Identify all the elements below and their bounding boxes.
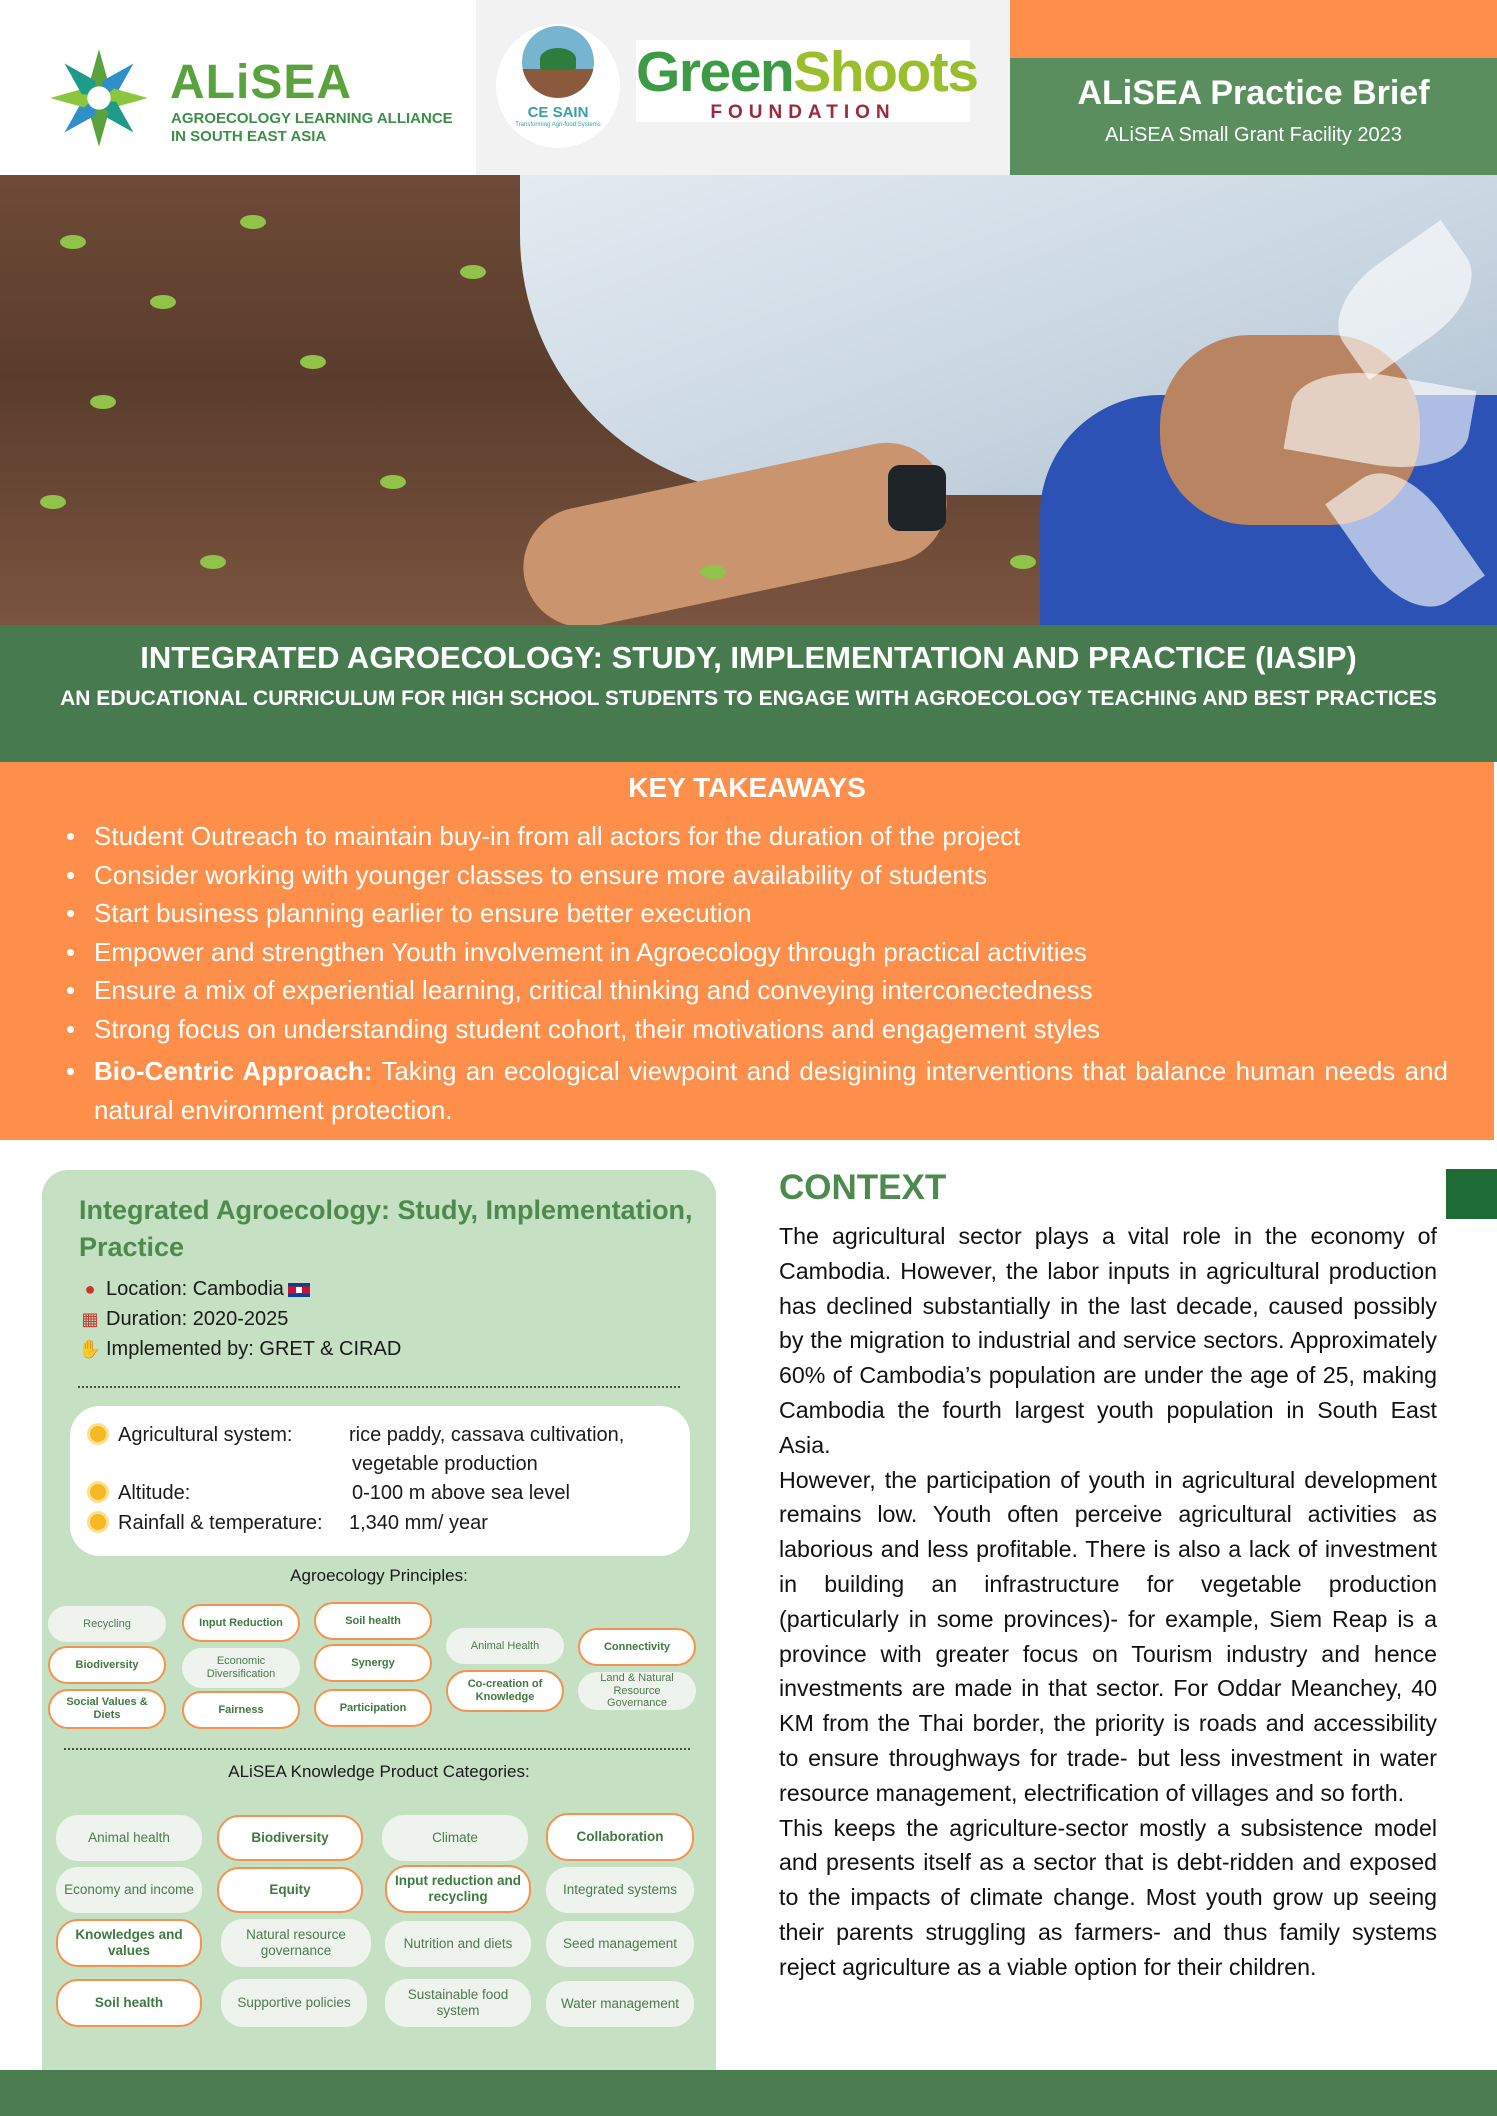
principles-label: Agroecology Principles:	[290, 1566, 468, 1585]
principle-pill-active: Synergy	[314, 1644, 432, 1682]
biocentric-label: Bio-Centric Approach:	[94, 1056, 373, 1086]
category-pill: Seed management	[546, 1921, 694, 1967]
project-card	[42, 1170, 716, 2070]
category-pill-active: Biodiversity	[217, 1815, 363, 1861]
brief-title: ALiSEA Practice Brief	[1077, 74, 1430, 112]
system-value-2: vegetable production	[352, 1453, 538, 1475]
principle-pill-active: Input Reduction	[182, 1604, 300, 1642]
takeaways-list	[64, 817, 1448, 1129]
brief-accent-bar	[1010, 0, 1497, 58]
alisea-name	[170, 55, 352, 110]
cesain-tagline: Transforming Agri-food Systems	[515, 122, 601, 128]
brief-subtitle: ALiSEA Small Grant Facility 2023	[1105, 124, 1402, 146]
context-paragraph-1: The agricultural sector plays a vital role in the economy of Cambodia. However, the labor inputs in agricultural production has declined substantially in the last decade, caused possibly by the migration to industrial and service sectors. Approximately 60% of Cambodia’s population are under the age of 25, making Cambodia the fourth largest youth population in South East Asia.	[779, 1223, 1437, 1458]
categories-label: ALiSEA Knowledge Product Categories:	[228, 1762, 530, 1781]
greenshoots-name-lime: Shoots	[793, 40, 978, 104]
category-pill-active: Collaboration	[546, 1813, 694, 1861]
cambodia-flag-icon	[288, 1283, 310, 1297]
cesain-name: CE SAIN	[527, 104, 589, 121]
rainfall-row	[90, 1512, 323, 1535]
rainfall-label: Rainfall & temperature:	[118, 1512, 323, 1534]
category-pill: Climate	[382, 1815, 528, 1861]
principle-pill: Animal Health	[446, 1628, 564, 1664]
system-label: Agricultural system:	[118, 1424, 293, 1446]
context-body	[779, 1219, 1437, 1985]
takeaway-item: • Strong focus on understanding student cohort, their motivations and engagement styles	[64, 1010, 1448, 1049]
divider	[64, 1748, 690, 1750]
photo-sprout	[240, 215, 266, 229]
photo-sprout	[460, 265, 486, 279]
photo-sprout	[300, 355, 326, 369]
photo-watch	[888, 465, 946, 531]
takeaway-item: • Start business planning earlier to ensure better execution	[64, 894, 1448, 933]
calendar-icon: ▦	[81, 1309, 99, 1329]
principle-pill-active: Participation	[314, 1689, 432, 1727]
alisea-name-prefix: ALi	[170, 56, 251, 109]
alisea-subtitle	[171, 110, 471, 146]
category-pill: Sustainable food system	[385, 1979, 531, 2027]
category-pill: Economy and income	[56, 1867, 202, 1913]
info-box	[70, 1406, 690, 1556]
category-pill-active: Equity	[217, 1867, 363, 1913]
sun-icon	[90, 1514, 106, 1530]
takeaway-item: • Consider working with younger classes to ensure more availability of students	[64, 856, 1448, 895]
biocentric-text: Taking an ecological viewpoint and desigining interventions that balance human needs and natural environment protection.	[94, 1056, 1448, 1125]
altitude-row	[90, 1482, 190, 1505]
key-takeaways	[0, 762, 1494, 1140]
category-pill-active: Knowledges and values	[56, 1919, 202, 1967]
rainfall-value: 1,340 mm/ year	[349, 1512, 488, 1534]
takeaway-item: • Ensure a mix of experiential learning, critical thinking and conveying interconectedness	[64, 971, 1448, 1010]
context-paragraph-3: This keeps the agriculture-sector mostly a subsistence model and presents itself as a sector that is debt-ridden and exposed to the impacts of climate change. Most youth grow up seeing their parents struggling as farmers- and thus family systems reject agriculture as a viable option for their children.	[779, 1814, 1437, 1980]
photo-sprout	[40, 495, 66, 509]
alisea-subtitle-line1: AGROECOLOGY LEARNING ALLIANCE	[171, 110, 453, 127]
main-title: INTEGRATED AGROECOLOGY: STUDY, IMPLEMENTATION AND PRACTICE (IASIP)	[140, 640, 1357, 675]
alisea-subtitle-line2: IN SOUTH EAST ASIA	[171, 128, 327, 145]
category-pill: Nutrition and diets	[385, 1921, 531, 1967]
location-row	[78, 1278, 310, 1301]
greenshoots-foundation: FOUNDATION	[710, 102, 896, 123]
system-value-1: rice paddy, cassava cultivation,	[349, 1424, 625, 1446]
principle-pill: Economic Diversification	[182, 1648, 300, 1688]
principle-pill-active: Co-creation of Knowledge	[446, 1670, 564, 1712]
principle-pill: Land & Natural Resource Governance	[578, 1672, 696, 1710]
card-title: Integrated Agroecology: Study, Implementation, Practice	[79, 1195, 693, 1262]
principle-pill-active: Connectivity	[578, 1628, 696, 1666]
main-subtitle: AN EDUCATIONAL CURRICULUM FOR HIGH SCHOOL STUDENTS TO ENGAGE WITH AGROECOLOGY TEACHING AND BEST PRACTICES	[60, 687, 1437, 710]
context-heading: CONTEXT	[779, 1168, 947, 1207]
category-pill: Integrated systems	[546, 1867, 694, 1913]
duration-text: Duration: 2020-2025	[106, 1308, 289, 1330]
takeaway-item: • Student Outreach to maintain buy-in from all actors for the duration of the project	[64, 817, 1448, 856]
photo-sprout	[200, 555, 226, 569]
photo-sprout	[150, 295, 176, 309]
sun-icon	[90, 1426, 106, 1442]
altitude-value: 0-100 m above sea level	[352, 1482, 570, 1504]
takeaways-heading: KEY TAKEAWAYS	[628, 772, 866, 803]
duration-row	[78, 1308, 288, 1331]
alisea-star-icon	[46, 45, 152, 151]
sun-icon	[90, 1484, 106, 1500]
category-pill: Water management	[546, 1981, 694, 2027]
photo-sprout	[1010, 555, 1036, 569]
principle-pill-active: Fairness	[182, 1691, 300, 1729]
photo-sprout	[700, 565, 726, 579]
principle-pill-active: Social Values & Diets	[48, 1689, 166, 1729]
divider	[78, 1386, 680, 1388]
category-pill: Supportive policies	[221, 1979, 367, 2027]
category-pill-active: Input reduction and recycling	[385, 1865, 531, 1913]
greenshoots-name	[636, 40, 978, 104]
photo-sprout	[380, 475, 406, 489]
location-text: Location: Cambodia	[106, 1278, 284, 1300]
category-pill: Animal health	[56, 1815, 202, 1861]
system-row	[90, 1424, 293, 1447]
photo-sprout	[60, 235, 86, 249]
takeaway-item: • Empower and strengthen Youth involvement in Agroecology through practical activities	[64, 933, 1448, 972]
principle-pill: Recycling	[48, 1606, 166, 1642]
location-pin-icon: ●	[84, 1279, 96, 1299]
cesain-tree-icon	[522, 26, 594, 98]
footer-bar	[0, 2070, 1497, 2116]
takeaway-item-biocentric	[64, 1052, 1448, 1129]
page-header	[0, 0, 1497, 175]
brief-block	[1010, 0, 1497, 175]
category-pill: Natural resource governance	[221, 1919, 371, 1967]
photo-sprout	[90, 395, 116, 409]
greenshoots-name-green: Green	[636, 40, 794, 104]
hero-photo	[0, 175, 1497, 625]
alisea-name-suffix: SEA	[250, 56, 353, 109]
implemented-text: Implemented by: GRET & CIRAD	[106, 1338, 402, 1360]
category-pill-active: Soil health	[56, 1979, 202, 2027]
principle-pill-active: Biodiversity	[48, 1646, 166, 1684]
context-paragraph-2: However, the participation of youth in agricultural development remains low. Youth often perceive agricultural activities as laborious and less profitable. There is also a lack of investment in building an infrastructure for vegetable production (particularly in some provinces)- for example, Siem Reap is a province with greater focus on Tourism industry and hence investments are made in that sector. For Oddar Meanchey, 40 KM from the Thai border, the priority is roads and accessibility to ensure throughways for trade- but less investment in water resource management, electrification of villages and so forth.	[779, 1466, 1437, 1806]
title-band	[0, 625, 1497, 762]
principle-pill-active: Soil health	[314, 1602, 432, 1640]
handshake-icon: ✋	[78, 1339, 102, 1359]
implemented-row	[78, 1338, 401, 1361]
alisea-logo	[0, 0, 476, 175]
altitude-label: Altitude:	[118, 1482, 191, 1504]
side-tab-marker	[1446, 1169, 1497, 1219]
